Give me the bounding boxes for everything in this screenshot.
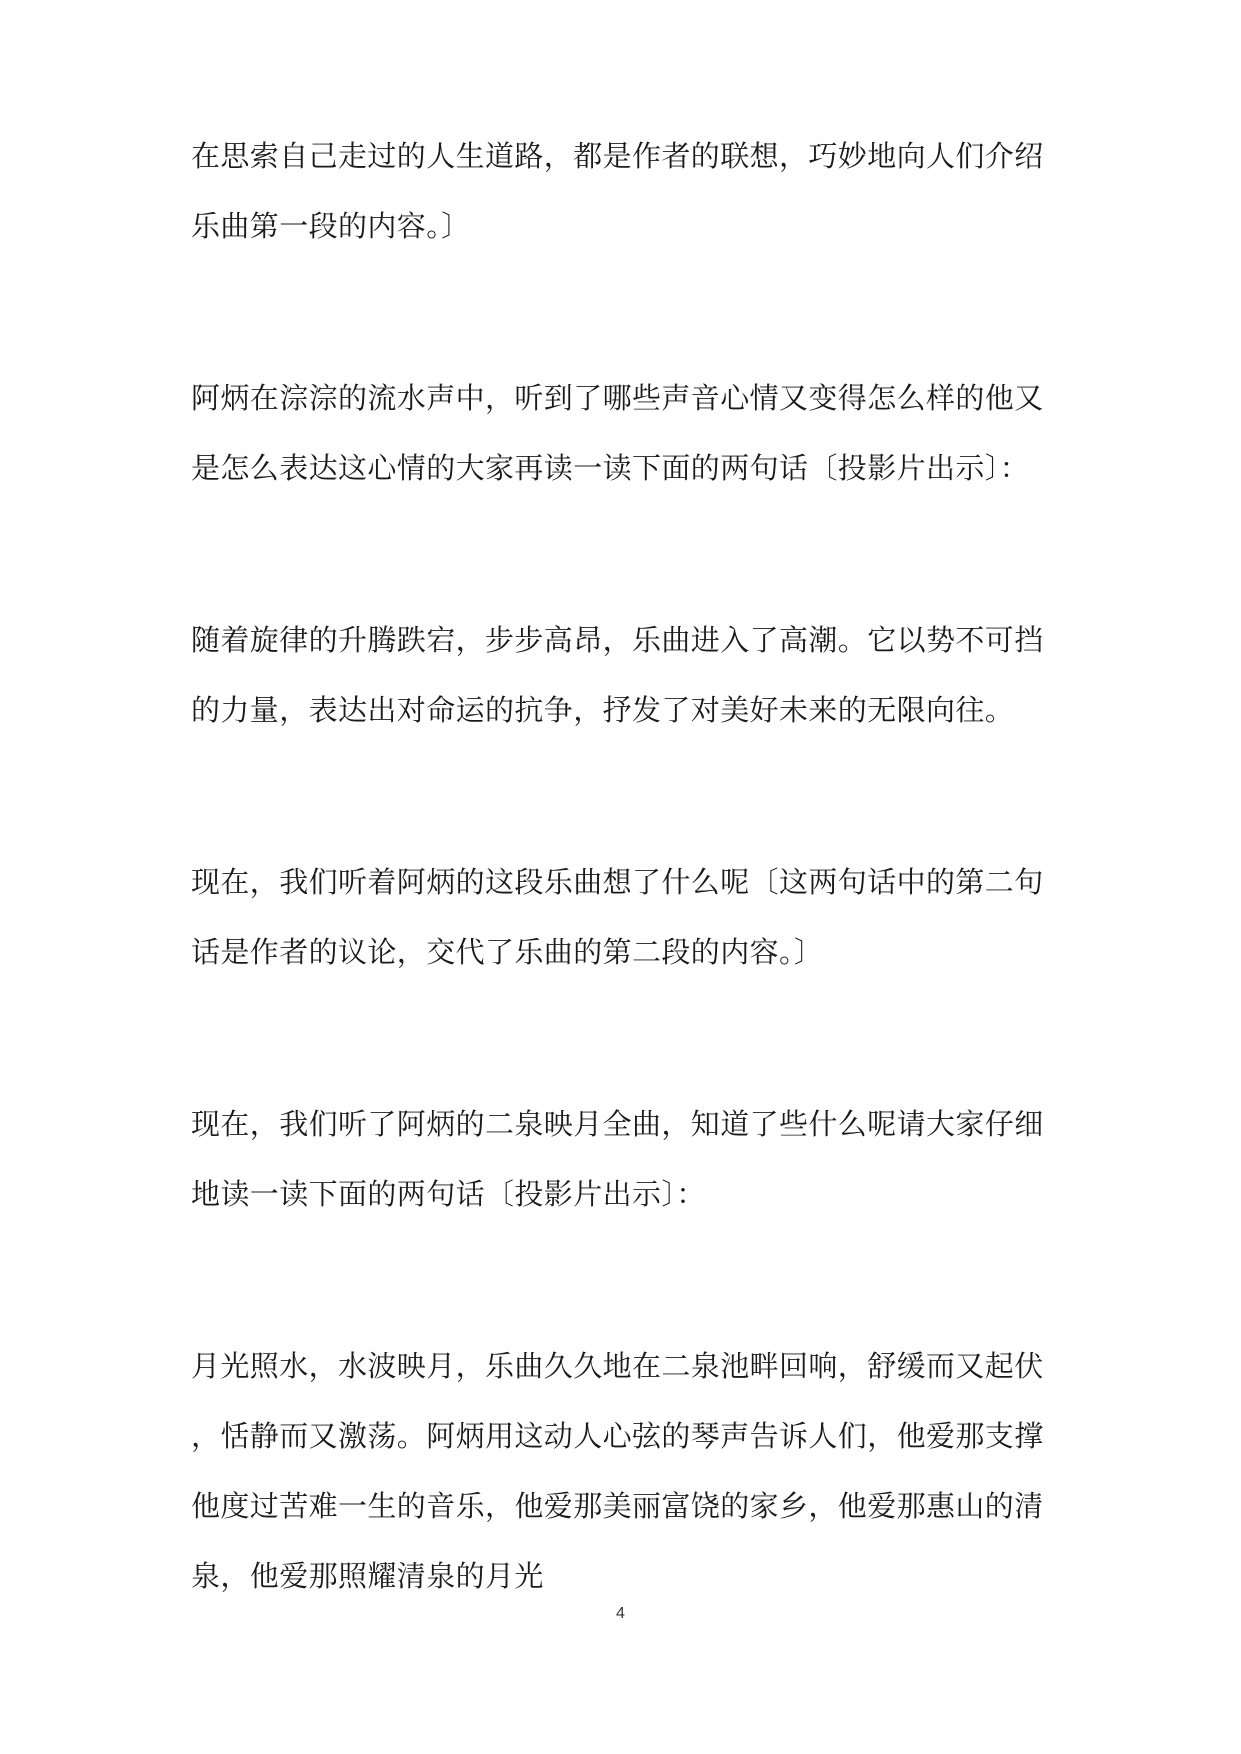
- text-line: ，恬静而又激荡。阿炳用这动人心弦的琴声告诉人们，他爱那支撑: [191, 1419, 1044, 1453]
- text-line: 阿炳在淙淙的流水声中，听到了哪些声音心情又变得怎么样的他又: [191, 381, 1044, 415]
- text-line: 泉，他爱那照耀清泉的月光: [191, 1559, 544, 1593]
- text-line: 月光照水，水波映月，乐曲久久地在二泉池畔回响，舒缓而又起伏: [191, 1349, 1044, 1383]
- text-line: 随着旋律的升腾跌宕，步步高昂，乐曲进入了高潮。它以势不可挡: [191, 623, 1044, 657]
- text-line: 在思索自己走过的人生道路，都是作者的联想，巧妙地向人们介绍: [191, 139, 1044, 173]
- text-line: 的力量，表达出对命运的抗争，抒发了对美好未来的无限向往。: [191, 693, 1015, 727]
- text-line: 地读一读下面的两句话〔投影片出示〕：: [191, 1177, 706, 1211]
- text-line: 现在，我们听着阿炳的这段乐曲想了什么呢〔这两句话中的第二句: [191, 865, 1044, 899]
- page-number: 4: [616, 1605, 625, 1622]
- text-line: 现在，我们听了阿炳的二泉映月全曲，知道了些什么呢请大家仔细: [191, 1107, 1044, 1141]
- text-line: 话是作者的议论，交代了乐曲的第二段的内容。〕: [191, 935, 824, 969]
- text-line: 是怎么表达这心情的大家再读一读下面的两句话〔投影片出示〕：: [191, 451, 1030, 485]
- text-line: 乐曲第一段的内容。〕: [191, 209, 471, 243]
- text-line: 他度过苦难一生的音乐，他爱那美丽富饶的家乡，他爱那惠山的清: [191, 1489, 1044, 1523]
